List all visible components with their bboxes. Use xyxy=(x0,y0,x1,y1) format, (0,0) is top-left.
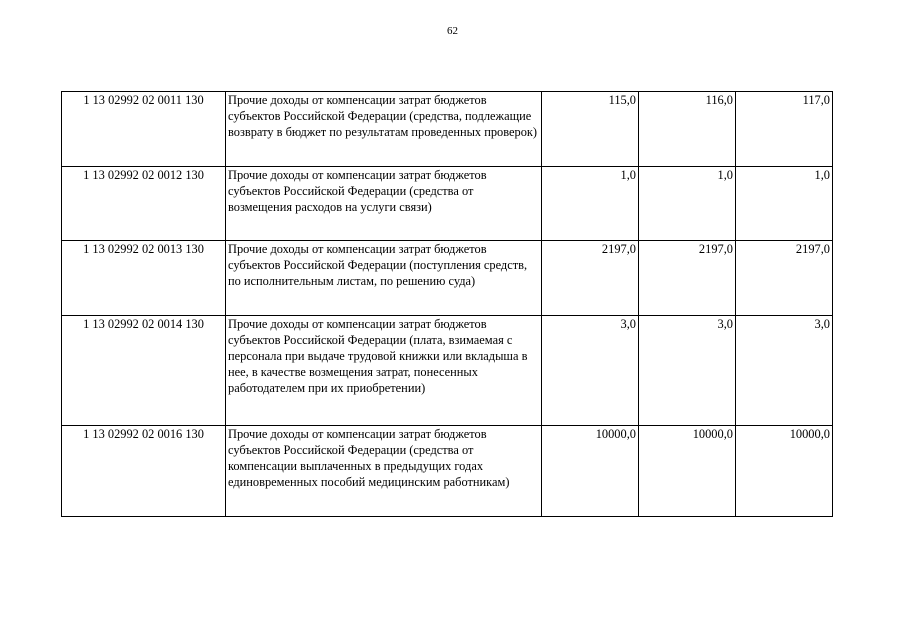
revenue-description: Прочие доходы от компенсации затрат бюджетов субъектов Российской Федерации (поступления средств, по исполнительным листам, по решению суда) xyxy=(226,241,542,316)
value-year-2: 10000,0 xyxy=(639,426,736,517)
value-year-1: 10000,0 xyxy=(542,426,639,517)
table-row xyxy=(62,92,833,167)
value-year-1: 115,0 xyxy=(542,92,639,167)
value-year-3: 2197,0 xyxy=(736,241,833,316)
revenue-description: Прочие доходы от компенсации затрат бюджетов субъектов Российской Федерации (средства от компенсации выплаченных в предыдущих годах единовременных пособий медицинским работникам) xyxy=(226,426,542,517)
revenue-description: Прочие доходы от компенсации затрат бюджетов субъектов Российской Федерации (средства, подлежащие возврату в бюджет по результатам проведенных проверок) xyxy=(226,92,542,167)
table-row xyxy=(62,316,833,426)
budget-revenue-table xyxy=(61,91,833,517)
value-year-2: 116,0 xyxy=(639,92,736,167)
table-row xyxy=(62,167,833,241)
table-row xyxy=(62,241,833,316)
value-year-3: 10000,0 xyxy=(736,426,833,517)
value-year-2: 1,0 xyxy=(639,167,736,241)
revenue-code: 1 13 02992 02 0012 130 xyxy=(62,167,226,241)
value-year-2: 3,0 xyxy=(639,316,736,426)
page-number: 62 xyxy=(447,25,458,37)
value-year-1: 2197,0 xyxy=(542,241,639,316)
value-year-3: 1,0 xyxy=(736,167,833,241)
value-year-3: 117,0 xyxy=(736,92,833,167)
revenue-code: 1 13 02992 02 0014 130 xyxy=(62,316,226,426)
revenue-code: 1 13 02992 02 0011 130 xyxy=(62,92,226,167)
revenue-description: Прочие доходы от компенсации затрат бюджетов субъектов Российской Федерации (средства от возмещения расходов на услуги связи) xyxy=(226,167,542,241)
value-year-1: 1,0 xyxy=(542,167,639,241)
value-year-3: 3,0 xyxy=(736,316,833,426)
revenue-code: 1 13 02992 02 0013 130 xyxy=(62,241,226,316)
table-row xyxy=(62,426,833,517)
revenue-code: 1 13 02992 02 0016 130 xyxy=(62,426,226,517)
value-year-2: 2197,0 xyxy=(639,241,736,316)
revenue-description: Прочие доходы от компенсации затрат бюджетов субъектов Российской Федерации (плата, взимаемая с персонала при выдаче трудовой книжки или вкладыша в нее, в качестве возмещения затрат, понесенных работодателем при их приобретении) xyxy=(226,316,542,426)
value-year-1: 3,0 xyxy=(542,316,639,426)
